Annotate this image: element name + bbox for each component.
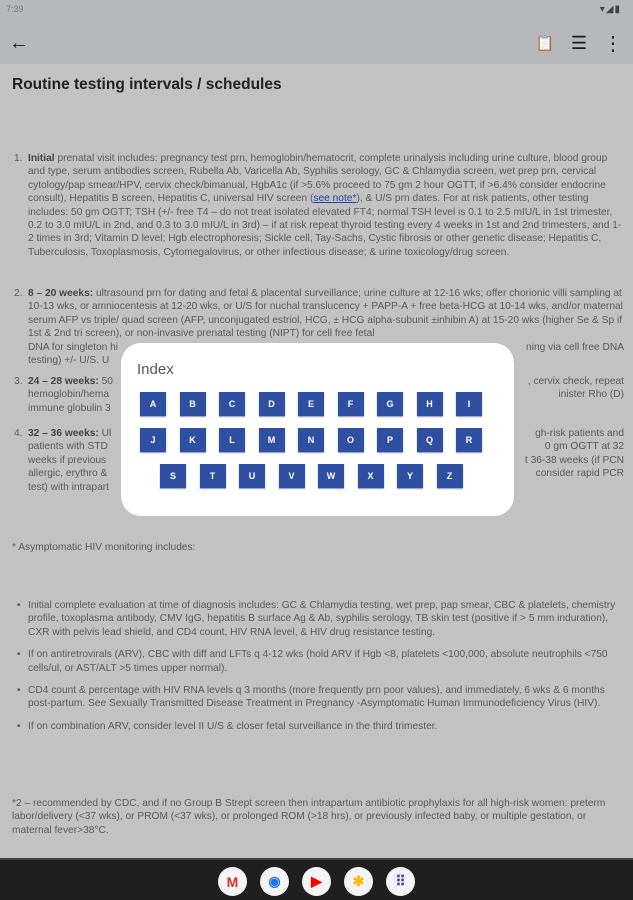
hiv-list xyxy=(14,599,624,733)
hiv-heading: * Asymptomatic HIV monitoring includes: xyxy=(12,542,196,553)
list-item: • If on combination ARV, consider level II U/S & closer fetal surveillance in the third trimester. xyxy=(14,720,624,733)
bullet-text: Initial complete evaluation at time of diagnosis includes: GC & Chlamydia testing, wet prep, pap smear, CBC & platelets, chemistry profile, toxoplasma antibody, CMV IgG, hepatitis B surface Ag & Ab, syphilis serology, TB skin test (positive if > 5 mm induration), CXR with pelvis lead shield, and CD4 count, HIV RNA level, & HIV drug resistance testing. xyxy=(28,600,616,638)
item-heading: 32 – 36 weeks: xyxy=(28,428,99,439)
index-key-d[interactable]: D xyxy=(259,392,285,416)
app-drawer-icon[interactable]: ⠿ xyxy=(386,867,415,896)
item-text: immune globulin 3 xyxy=(28,402,111,414)
status-icons: ▾◢▮ xyxy=(599,4,621,15)
index-key-g[interactable]: G xyxy=(377,392,403,416)
list-item: • CD4 count & percentage with HIV RNA levels q 3 months (more frequently prn poor values), and immediately, 6 wks & 6 months post-partum. See Sexually Transmitted Disease Treatment in Pregnancy -Asymptomatic Human Immunodeficiency Virus (HIV). xyxy=(14,684,624,711)
item-text: consider rapid PCR xyxy=(535,468,624,480)
index-key-c[interactable]: C xyxy=(219,392,245,416)
index-key-r[interactable]: R xyxy=(456,428,482,452)
list-item: • If on antiretrovirals (ARV), CBC with diff and LFTs q 4-12 wks (hold ARV if Hgb <8, platelets <100,000, absolute neutrophils <750 cells/ul, or AST/ALT >5 times upper normal). xyxy=(14,648,624,675)
index-key-h[interactable]: H xyxy=(417,392,443,416)
item-text: hemoglobin/hema xyxy=(28,389,109,401)
chrome-icon[interactable]: ◉ xyxy=(260,867,289,896)
index-dialog xyxy=(121,343,514,516)
gmail-icon[interactable]: M xyxy=(218,867,247,896)
bullet-text: If on antiretrovirals (ARV), CBC with diff and LFTs q 4-12 wks (hold ARV if Hgb <8, platelets <100,000, absolute neutrophils <750 cells/ul, or AST/ALT >5 times upper normal). xyxy=(28,649,608,674)
item-number: 4. xyxy=(14,428,23,439)
bullet-text: CD4 count & percentage with HIV RNA levels q 3 months (more frequently prn poor values), and immediately, 6 wks & 6 months post-partum. See Sexually Transmitted Disease Treatment in Pregnancy -Asymptomatic Human Immunodeficiency Virus (HIV). xyxy=(28,685,605,710)
bullet-text: If on combination ARV, consider level II U/S & closer fetal surveillance in the third trimester. xyxy=(28,720,438,732)
item-text: 50 xyxy=(98,376,113,387)
footnote: *2 – recommended by CDC, and if no Group B Strept screen then intrapartum antibiotic prophylaxis for all high-risk women: preterm labor/delivery (<37 wks), or PROM (<37 wks), or prolonged ROM (>18 hrs), or previously infected baby, or multiple gestation, or maternal fever>38°C. xyxy=(12,798,606,836)
item-text: ultrasound prn for dating and fetal & placental surveillance; urine culture at 12-16 wks; offer chorionic villi sampling at 10-13 wks, or amniocentesis at 12-20 wks, or U/S for nuchal translucency + PAPP-A + free beta-HCG at 10-14 wks, and/or maternal serum AFP vs triple/ quad screen (AFP, unconjugated estriol, HCG, ± HCG alpha-subunit ±inhibin A) at 15-20 wks (higher Se & Sp if 1st & 2nd tri screen), or non-invasive prenatal testing (NIPT) for cell free fetal xyxy=(28,288,623,340)
item-text: ning via cell free DNA xyxy=(526,341,624,353)
item-heading: Initial xyxy=(28,153,55,164)
list-icon[interactable]: ☰ xyxy=(570,32,588,53)
index-key-o[interactable]: O xyxy=(338,428,364,452)
see-note-link[interactable]: see note* xyxy=(313,193,357,205)
index-key-t[interactable]: T xyxy=(200,464,226,488)
item-text: allergic, erythro & xyxy=(28,468,108,480)
index-key-y[interactable]: Y xyxy=(397,464,423,488)
index-key-f[interactable]: F xyxy=(338,392,364,416)
item-text: testing) +/- U/S. U xyxy=(28,355,110,367)
status-bar xyxy=(0,0,633,22)
item-text: t 36-38 weeks (if PCN xyxy=(524,454,624,466)
item-text: prenatal visit includes: pregnancy test prn, hemoglobin/hematocrit, complete urinalysis including urine culture, blood group and type, serum antibodies screen, Rubella Ab, Varicella Ab, Syphilis serology, GC & Chlamydia screen, wet prep prn, cervical cytology/pap smear/HPV, cervix check/bimanual, HgbA1c (if >5.6% proceed to 75 gm 2 hour OGTT, if >6.4% consider endocrine consult), Hepatitis B screen, Hepatitis C, universal HIV screen ( xyxy=(28,153,608,205)
list-item-initial xyxy=(14,152,624,259)
back-arrow-icon[interactable]: ← xyxy=(9,31,29,54)
index-key-s[interactable]: S xyxy=(160,464,186,488)
item-text: inister Rho (D) xyxy=(558,389,624,401)
taskbar xyxy=(0,858,633,900)
item-text: ), & U/S prn dates. For at risk patients, other testing includes: 50 gm OGTT; TSH (+/- free T4 – do not treat isolated elevated FT4; normal TSH level is 0.1 to 2.5 mIU/L in 1st trimester, 0.2 to 3.0 mIU/L in 2nd, and 0.3 to 3.0 mIU/L in 3rd) – if at risk repeat thyroid testing every 4 weeks in 1st and 2nd trimesters, and 1-2 times in 3rd; Vitamin D level; Hgb electrophoresis; Sickle cell, Tay-Sachs, Cystic fibrosis or other genetic disease; Hepatitis C, Tuberculosis, Toxoplasmosis, Cytomegalovirus, or other infectious disease; & urine toxicology/drug screen. xyxy=(28,193,622,258)
item-text: Ul xyxy=(98,428,112,439)
clipboard-icon[interactable]: 📋 xyxy=(535,35,555,52)
status-time: 7:39 xyxy=(6,4,24,14)
index-key-z[interactable]: Z xyxy=(437,464,463,488)
index-key-e[interactable]: E xyxy=(298,392,324,416)
index-key-m[interactable]: M xyxy=(259,428,285,452)
index-key-w[interactable]: W xyxy=(318,464,344,488)
dialog-title: Index xyxy=(137,361,174,378)
item-text: DNA for singleton hi xyxy=(28,341,119,353)
item-text: patients with STD xyxy=(28,441,108,453)
index-key-i[interactable]: I xyxy=(456,392,482,416)
index-key-x[interactable]: X xyxy=(358,464,384,488)
toolbar xyxy=(0,22,633,64)
list-item: • Initial complete evaluation at time of diagnosis includes: GC & Chlamydia testing, wet prep, pap smear, CBC & platelets, chemistry profile, toxoplasma antibody, CMV IgG, hepatitis B surface Ag & Ab, syphilis serology, TB skin test (positive if > 5 mm induration), CXR with pelvis lead shield, and CD4 count, HIV RNA level, & HIV drug resistance testing. xyxy=(14,599,624,639)
index-key-k[interactable]: K xyxy=(180,428,206,452)
index-key-a[interactable]: A xyxy=(140,392,166,416)
page-title: Routine testing intervals / schedules xyxy=(12,76,282,93)
item-number: 3. xyxy=(14,376,23,387)
item-text: , cervix check, repeat xyxy=(527,376,624,387)
item-text: weeks if previous xyxy=(28,454,107,466)
item-number: 1. xyxy=(14,153,23,164)
item-heading: 24 – 28 weeks: xyxy=(28,376,99,387)
index-key-u[interactable]: U xyxy=(239,464,265,488)
item-text: test) with intrapart xyxy=(28,481,109,493)
item-number: 2. xyxy=(14,288,23,299)
index-key-q[interactable]: Q xyxy=(417,428,443,452)
item-text: gh-risk patients and xyxy=(535,428,624,439)
item-heading: 8 – 20 weeks: xyxy=(28,288,94,299)
item-text: 0 gm OGTT at 32 xyxy=(544,441,624,453)
index-key-l[interactable]: L xyxy=(219,428,245,452)
index-key-j[interactable]: J xyxy=(140,428,166,452)
index-key-v[interactable]: V xyxy=(279,464,305,488)
youtube-icon[interactable]: ▶ xyxy=(302,867,331,896)
photos-icon[interactable]: ✱ xyxy=(344,867,373,896)
index-key-n[interactable]: N xyxy=(298,428,324,452)
index-key-p[interactable]: P xyxy=(377,428,403,452)
more-vert-icon[interactable]: ⋮ xyxy=(603,32,623,55)
index-key-b[interactable]: B xyxy=(180,392,206,416)
